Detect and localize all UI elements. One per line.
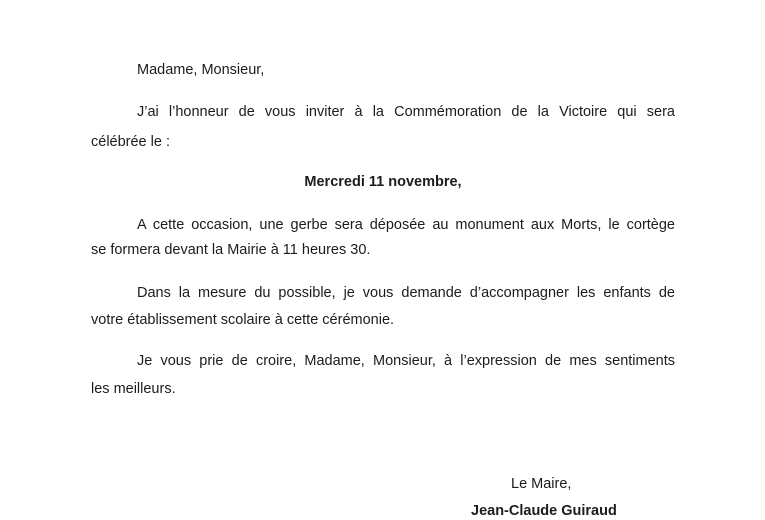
signature-title: Le Maire, xyxy=(511,476,572,492)
paragraph-4-line-2: les meilleurs. xyxy=(91,381,176,397)
paragraph-1-line-1: J’ai l’honneur de vous inviter à la Commémoration de la Victoire qui sera xyxy=(137,104,675,120)
salutation: Madame, Monsieur, xyxy=(137,62,265,78)
paragraph-3-line-2: votre établissement scolaire à cette cérémonie. xyxy=(91,312,395,328)
paragraph-4-line-1: Je vous prie de croire, Madame, Monsieur, à l’expression de mes sentiments xyxy=(137,353,675,369)
paragraph-3-line-1: Dans la mesure du possible, je vous demande d’accompagner les enfants de xyxy=(137,285,675,301)
event-date: Mercredi 11 novembre, xyxy=(304,174,462,190)
signature-name: Jean-Claude Guiraud xyxy=(471,503,617,519)
paragraph-1-line-2: célébrée le : xyxy=(91,134,170,150)
paragraph-2-line-2: se formera devant la Mairie à 11 heures 30. xyxy=(91,242,371,258)
paragraph-2-line-1: A cette occasion, une gerbe sera déposée au monument aux Morts, le cortège xyxy=(137,217,675,233)
